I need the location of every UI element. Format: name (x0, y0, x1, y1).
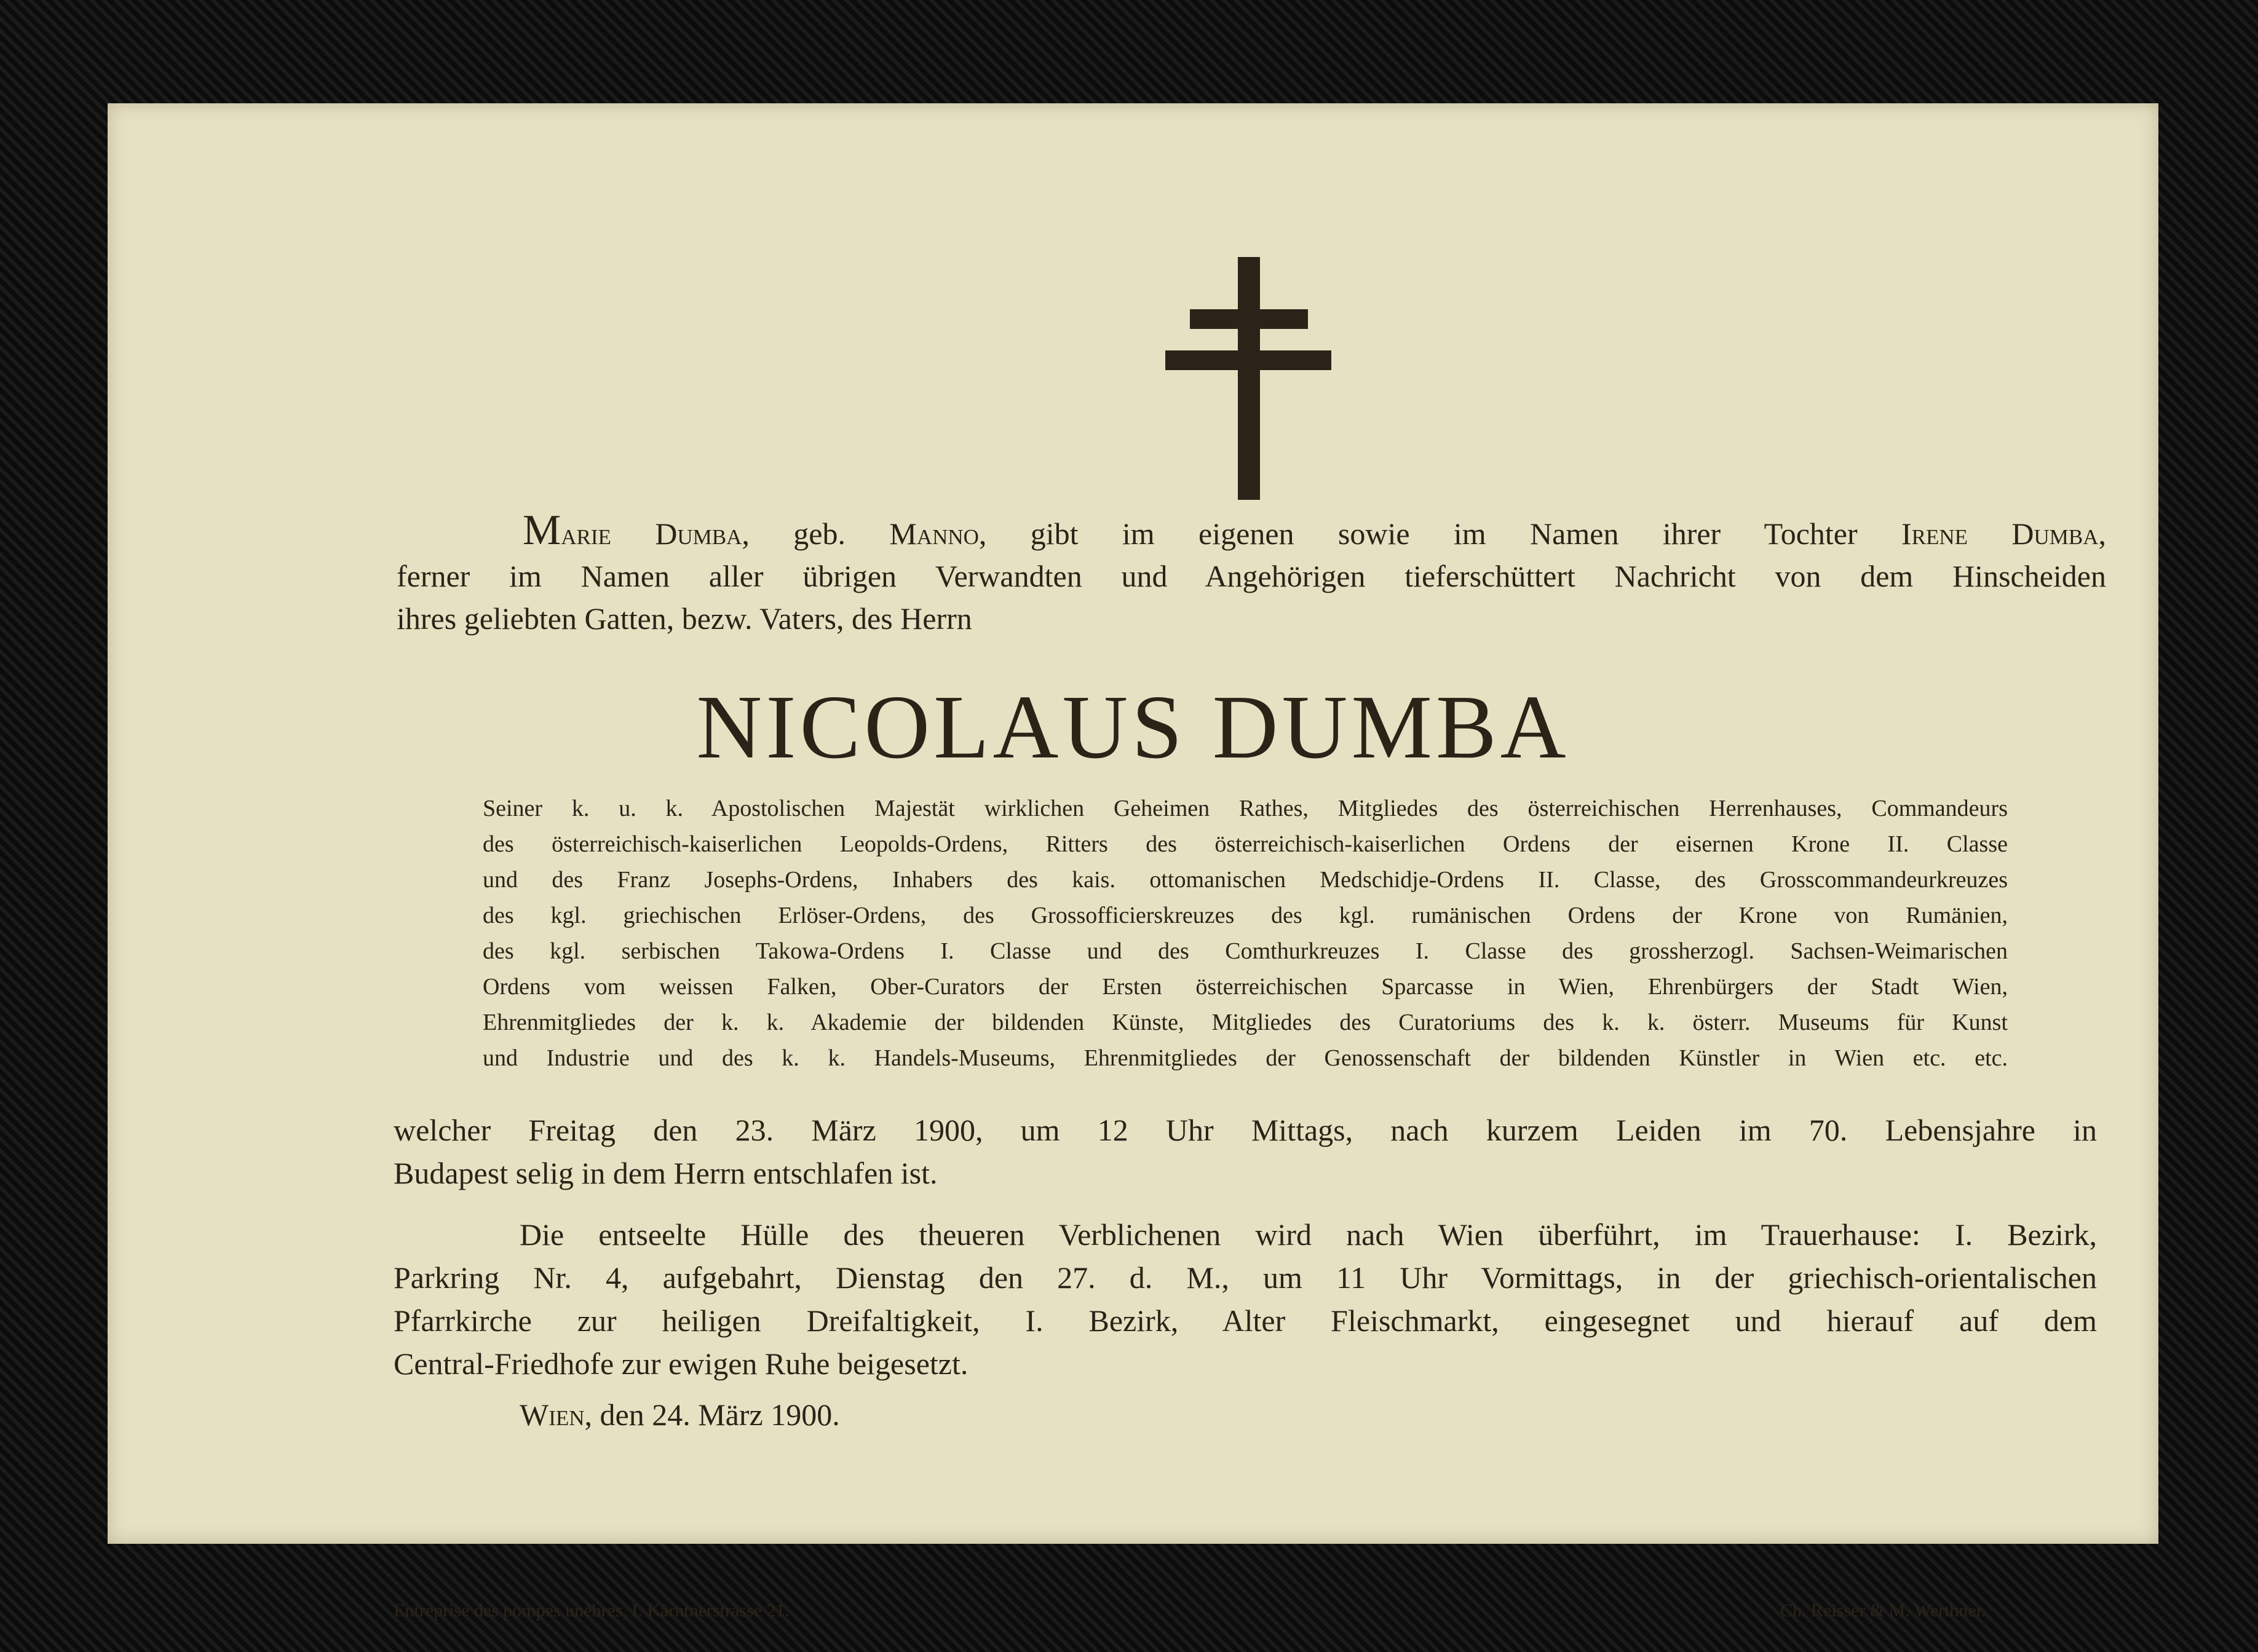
deceased-name: NICOLAUS DUMBA (696, 677, 1570, 778)
titles-line: und Industrie und des k. k. Handels-Museums, Ehrenmitgliedes der Genossenschaft der bildenden Künstler in Wien etc. etc. (483, 1045, 2008, 1071)
intro-line: ihres geliebten Gatten, bezw. Vaters, des Herrn (397, 601, 972, 636)
death-line: Budapest selig in dem Herrn entschlafen ist. (394, 1156, 938, 1190)
honors-titles (483, 791, 2008, 1076)
titles-line: des österreichisch-kaiserlichen Leopolds-Ordens, Ritters des österreichisch-kaiserlichen Ordens der eisernen Krone II. Classe (483, 831, 2008, 857)
funeral-line: Die entseelte Hülle des theueren Verblichenen wird nach Wien überführt, im Trauerhause: I. Bezirk, (520, 1217, 2097, 1252)
funeral-line: Central-Friedhofe zur ewigen Ruhe beigesetzt. (394, 1346, 969, 1381)
titles-line: und des Franz Josephs-Ordens, Inhabers des kais. ottomanischen Medschidje-Ordens II. Classe, des Grosscommandeurkreuzes (483, 867, 2008, 893)
intro-line: Marie Dumba, geb. Manno, gibt im eigenen sowie im Namen ihrer Tochter Irene Dumba, (523, 507, 2107, 554)
titles-line: Seiner k. u. k. Apostolischen Majestät wirklichen Geheimen Rathes, Mitgliedes des österreichischen Herrenhauses, Commandeurs (483, 796, 2008, 821)
footer-printer: Ch. Reisser & M. Werthner. (1780, 1600, 1986, 1621)
maiden-name: Manno (889, 516, 979, 551)
death-line: welcher Freitag den 23. März 1900, um 12 Uhr Mittags, nach kurzem Leiden im 70. Lebensjahre in (394, 1113, 2097, 1147)
widow-name: Dumba (655, 516, 742, 551)
funeral-line: Parkring Nr. 4, aufgebahrt, Dienstag den 27. d. M., um 11 Uhr Vormittags, in der griechisch-orientalischen (394, 1260, 2097, 1295)
titles-line: des kgl. griechischen Erlöser-Ordens, des Grossofficierskreuzes des kgl. rumänischen Ordens der Krone von Rumänien, (483, 903, 2008, 928)
dateline-date: , den 24. März 1900. (584, 1397, 840, 1432)
titles-line: des kgl. serbischen Takowa-Ordens I. Classe und des Comthurkreuzes I. Classe des grossherzogl. Sachsen-Weimarischen (483, 938, 2008, 964)
intro-line: ferner im Namen aller übrigen Verwandten und Angehörigen tieferschüttert Nachricht von dem Hinscheiden (397, 559, 2106, 593)
dateline-place: Wien (520, 1397, 585, 1432)
titles-line: Ehrenmitgliedes der k. k. Akademie der bildenden Künste, Mitgliedes des Curatoriums des k. k. österr. Museums für Kunst (483, 1010, 2008, 1035)
titles-line: Ordens vom weissen Falken, Ober-Curators der Ersten österreichischen Sparcasse in Wien, Ehrenbürgers der Stadt Wien, (483, 974, 2008, 1000)
death-notice-card (108, 103, 2158, 1621)
double-cross-icon (1165, 257, 1331, 500)
funeral-line: Pfarrkirche zur heiligen Dreifaltigkeit, I. Bezirk, Alter Fleischmarkt, eingesegnet und hierauf auf dem (394, 1303, 2097, 1338)
footer-undertaker: Entreprise des pompes unèbres, I. Kärntnerstrasse 21. (394, 1600, 790, 1621)
daughter-name: Irene Dumba (1901, 516, 2099, 551)
death-paragraph (394, 1109, 2097, 1195)
dateline (520, 1393, 840, 1436)
funeral-paragraph (394, 1213, 2097, 1385)
intro-paragraph (397, 509, 2106, 640)
